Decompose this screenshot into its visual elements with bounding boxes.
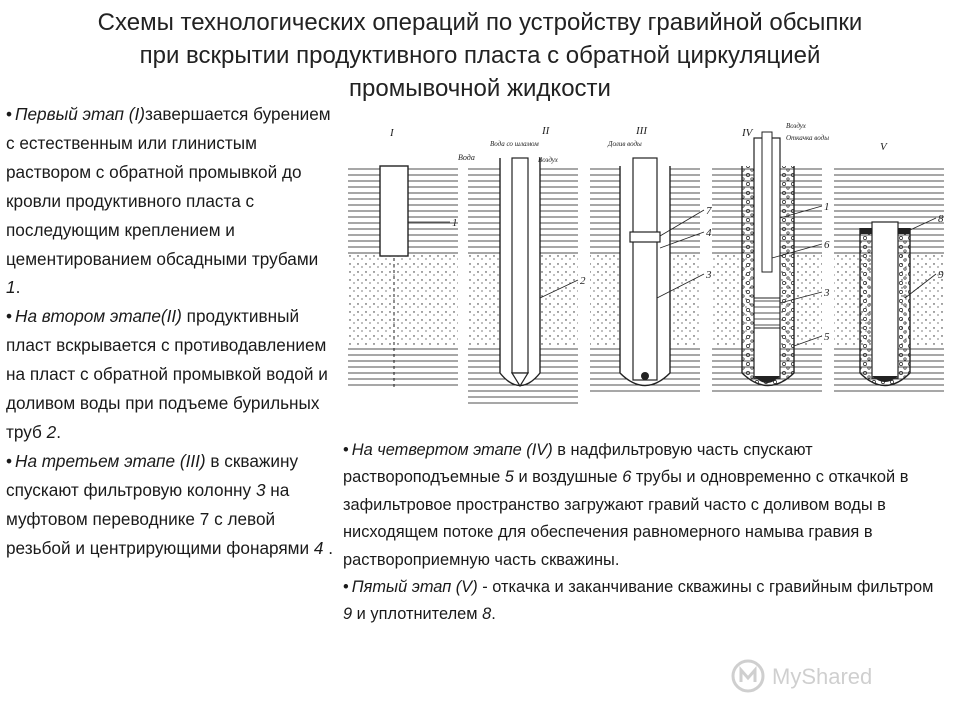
- annotation-doliv-vody: Долив воды: [608, 140, 642, 148]
- stage-label-i: I: [390, 127, 394, 139]
- stage-iv-column: [712, 132, 822, 396]
- watermark: [730, 658, 940, 698]
- stage-ii-column: [468, 158, 578, 408]
- right-text-column: [343, 437, 943, 629]
- stage-2-ref: 2: [46, 421, 57, 442]
- stage-5-ref2: 8: [482, 605, 492, 624]
- stage-2-tail: .: [56, 421, 61, 442]
- left-text-column: [6, 100, 336, 563]
- annotation-vozduh: Воздух: [538, 156, 558, 164]
- stage-4-ref: 5: [504, 468, 514, 487]
- stage-label-iii: III: [636, 125, 647, 137]
- stage-1-lead: Первый этап (I): [15, 104, 145, 124]
- title-line-1: Схемы технологических операций по устройству гравийной обсыпки: [97, 9, 863, 36]
- stage-3-ref2: 4: [313, 537, 324, 558]
- stage-5-lead: Пятый этап (V): [351, 578, 478, 597]
- annotation-voda-so-shlamom: Вода со шламом: [490, 140, 539, 148]
- well-stages-figure: [340, 118, 958, 416]
- label-3: 3: [706, 269, 712, 281]
- label-8: 8: [938, 213, 944, 225]
- stage-1-body: завершается бурением с естественным или глинистым раствором с обратной промывкой до кровли продуктивного пласта с последующим креплением и цементированием обсадными трубами: [6, 104, 331, 269]
- stage-5-body: - откачка и заканчивание скважины с гравийным фильтром: [477, 578, 934, 597]
- stage-5-ref: 9: [343, 605, 353, 624]
- stage-2-lead: На втором этапе(II): [15, 306, 182, 327]
- stage-3-ref: 3: [255, 479, 266, 500]
- watermark-text: MyShared: [772, 664, 873, 689]
- stage-2-body: продуктивный пласт вскрывается с противодавлением на пласт с обратной промывкой водой и доливом воды при подъеме бурильных труб: [6, 306, 328, 442]
- stage-4-ref2: 6: [622, 468, 632, 487]
- label-1: 1: [452, 217, 458, 229]
- stage-2-paragraph: [6, 302, 336, 447]
- label-5: 5: [824, 331, 830, 343]
- stage-1-tail: .: [15, 277, 21, 298]
- stage-3-tail: .: [323, 537, 333, 558]
- watermark-logo-icon: [730, 658, 766, 694]
- annotation-vozduh-iv: Воздух: [786, 122, 806, 130]
- stage-1-paragraph: [6, 100, 336, 302]
- label-4: 4: [706, 227, 712, 239]
- stage-3-paragraph: [6, 447, 336, 563]
- bullet: •: [343, 578, 349, 597]
- stage-label-ii: II: [542, 125, 550, 137]
- bullet: •: [6, 104, 13, 124]
- label-6: 6: [824, 239, 830, 251]
- slide-title: [0, 6, 960, 105]
- annotation-voda: Вода: [458, 153, 475, 162]
- stage-5-tail: .: [491, 605, 496, 624]
- title-line-2: при вскрытии продуктивного пласта с обратной циркуляцией: [139, 42, 821, 69]
- stage-4-paragraph: [343, 437, 943, 574]
- stage-5-paragraph: [343, 574, 943, 629]
- stage-iii-column: [590, 158, 700, 396]
- stage-4-body2: и воздушные: [513, 468, 623, 487]
- bullet: •: [343, 441, 349, 459]
- stage-4-body3: трубы и одновременно с откачкой в зафильтровое пространство загружают гравий часто с доливом воды в нисходящем потоке для обеспечения равномерного намыва гравия в раствороприемную часть скважины.: [343, 468, 909, 569]
- stage-1-ref: 1: [6, 277, 16, 298]
- bullet: •: [6, 450, 13, 471]
- label-1-iv: 1: [824, 201, 830, 213]
- stage-4-lead: На четвертом этапе (IV): [351, 441, 553, 459]
- label-7: 7: [706, 205, 712, 217]
- label-3-iv: 3: [824, 287, 830, 299]
- stage-4-body: в надфильтровую часть спускают раствороподъемные: [343, 441, 813, 487]
- stage-i-column: [348, 166, 458, 388]
- stage-5-body2: и уплотнителем: [352, 605, 483, 624]
- label-9: 9: [938, 269, 944, 281]
- stage-label-v: V: [880, 141, 887, 153]
- stage-3-body: в скважину спускают фильтровую колонну: [6, 450, 299, 500]
- title-line-3: промывочной жидкости: [349, 75, 611, 102]
- label-2: 2: [580, 275, 586, 287]
- stage-3-lead: На третьем этапе (III): [15, 450, 206, 471]
- annotation-otkachka-vody: Откачка воды: [786, 134, 829, 142]
- stage-label-iv: IV: [742, 127, 753, 139]
- stage-3-body2: на муфтовом переводнике 7 с левой резьбой и центрирующими фонарями: [6, 479, 314, 558]
- bullet: •: [6, 306, 13, 327]
